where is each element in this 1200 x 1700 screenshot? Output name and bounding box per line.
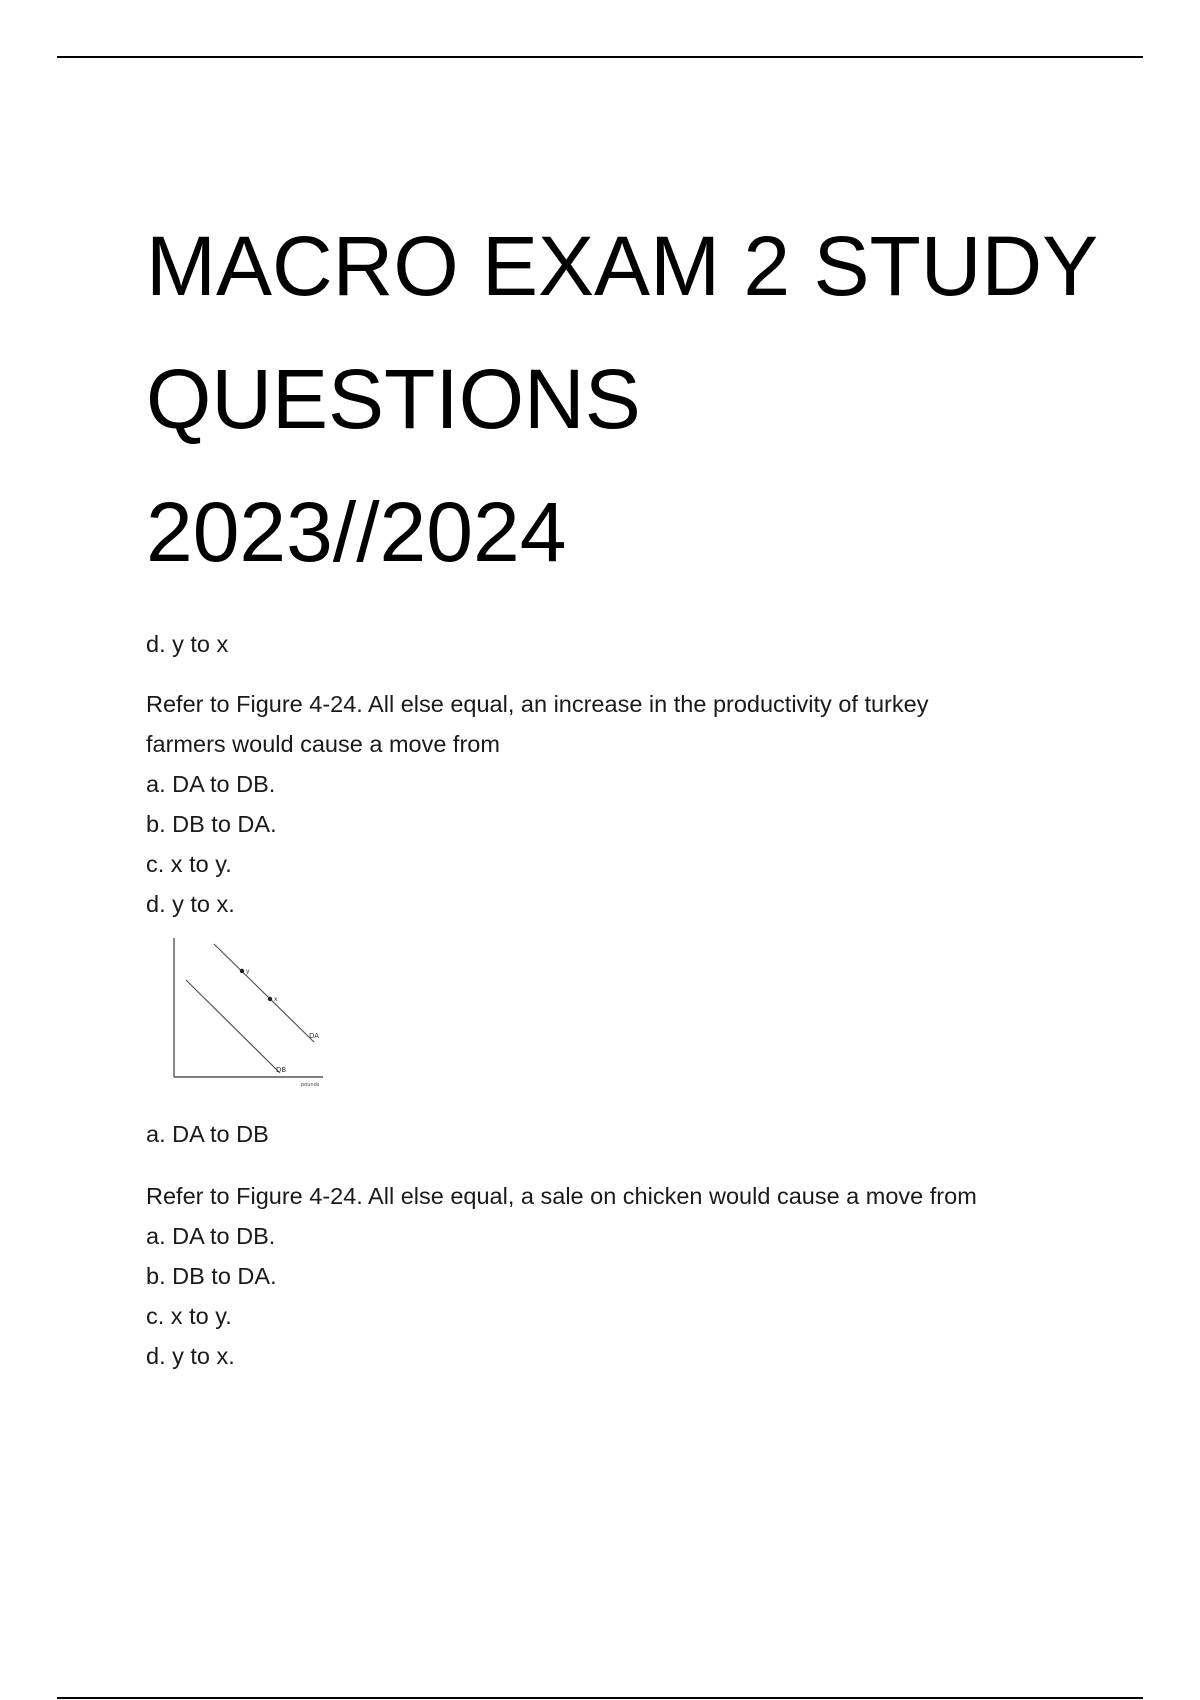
demand-curves-figure — [168, 938, 336, 1098]
question-2-option-a: a. DA to DB. — [146, 1223, 276, 1249]
question-1-option-a: a. DA to DB. — [146, 771, 276, 797]
question-1-text-line-2: farmers would cause a move from — [146, 731, 500, 757]
question-1-answer: a. DA to DB — [146, 1121, 269, 1147]
bottom-rule — [57, 1697, 1143, 1699]
point-y — [240, 969, 244, 973]
point-x-label: x — [274, 996, 278, 1003]
point-y-label: y — [246, 968, 250, 975]
demand-curve-b — [186, 980, 280, 1073]
document-title — [146, 200, 1146, 599]
question-2-option-b: b. DB to DA. — [146, 1263, 277, 1289]
title-line-1: MACRO EXAM 2 STUDY — [146, 219, 1099, 313]
question-2-option-c: c. x to y. — [146, 1303, 232, 1329]
figure-4-24 — [168, 938, 336, 1098]
question-1-option-d: d. y to x. — [146, 891, 235, 917]
top-rule — [57, 56, 1143, 58]
title-line-3: 2023//2024 — [146, 485, 567, 579]
demand-curve-a — [214, 944, 314, 1042]
question-2 — [146, 1176, 1086, 1376]
document-body — [146, 624, 1086, 1376]
x-axis-label: pounds — [301, 1082, 320, 1088]
previous-answer: d. y to x — [146, 631, 229, 657]
question-1-option-c: c. x to y. — [146, 851, 232, 877]
question-2-text: Refer to Figure 4-24. All else equal, a sale on chicken would cause a move from — [146, 1183, 977, 1209]
point-x — [268, 997, 272, 1001]
curve-db-label: DB — [276, 1066, 287, 1074]
curve-da-label: DA — [309, 1032, 320, 1040]
question-2-option-d: d. y to x. — [146, 1343, 235, 1369]
title-line-2: QUESTIONS — [146, 352, 641, 446]
question-1-option-b: b. DB to DA. — [146, 811, 277, 837]
question-1-text-line-1: Refer to Figure 4-24. All else equal, an increase in the productivity of turkey — [146, 691, 929, 717]
question-1 — [146, 684, 1086, 924]
